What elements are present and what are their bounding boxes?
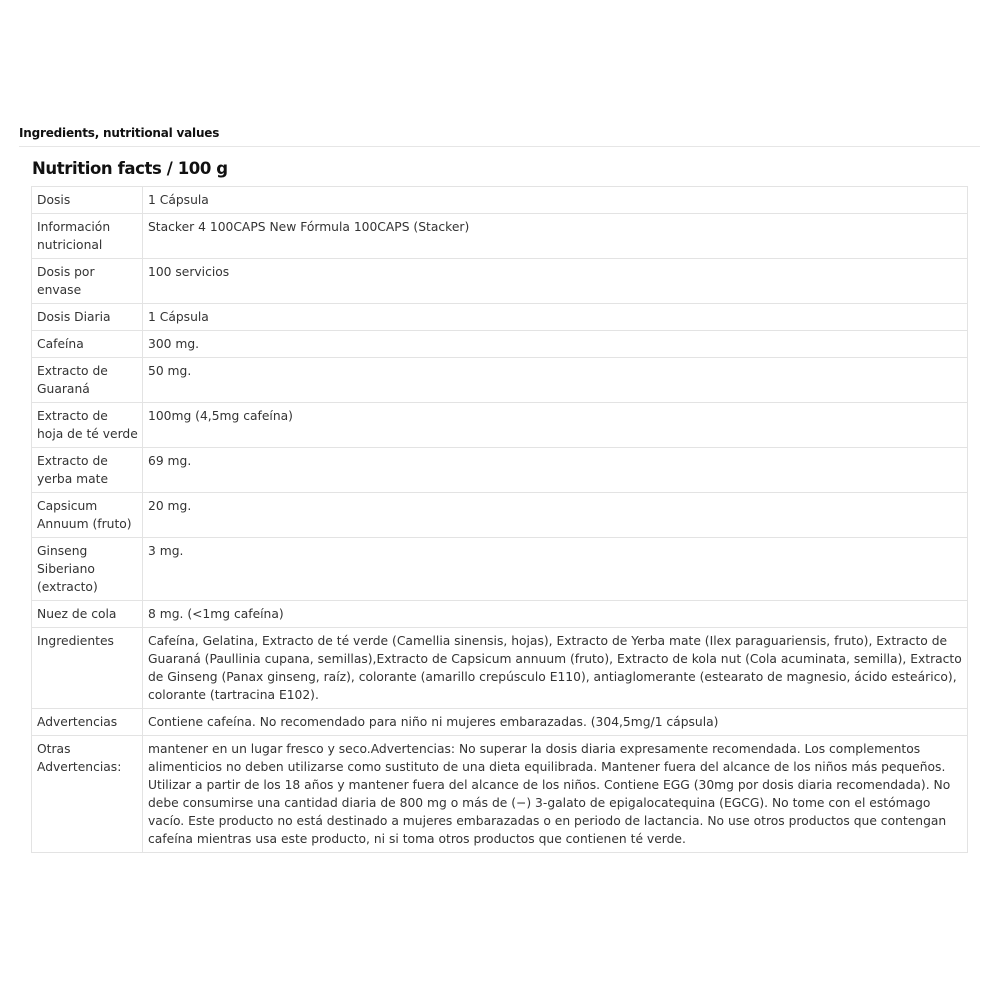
row-label: Cafeína — [32, 331, 143, 358]
table-row — [32, 628, 968, 709]
table-row — [32, 709, 968, 736]
row-label: Capsicum Annuum (fruto) — [32, 493, 143, 538]
row-value: 1 Cápsula — [143, 187, 968, 214]
row-label: Extracto de Guaraná — [32, 358, 143, 403]
row-label: Extracto de yerba mate — [32, 448, 143, 493]
table-row — [32, 403, 968, 448]
table-row — [32, 448, 968, 493]
nutrition-facts-table — [31, 186, 968, 853]
table-row — [32, 358, 968, 403]
row-value: 100mg (4,5mg cafeína) — [143, 403, 968, 448]
table-row — [32, 259, 968, 304]
row-label: Ingredientes — [32, 628, 143, 709]
row-label: Dosis por envase — [32, 259, 143, 304]
row-label: Extracto de hoja de té verde — [32, 403, 143, 448]
table-row — [32, 331, 968, 358]
row-label: Dosis Diaria — [32, 304, 143, 331]
row-value: 100 servicios — [143, 259, 968, 304]
row-value: Stacker 4 100CAPS New Fórmula 100CAPS (Stacker) — [143, 214, 968, 259]
row-value: Cafeína, Gelatina, Extracto de té verde (Camellia sinensis, hojas), Extracto de Yerba mate (Ilex paraguariensis, fruto), Extracto de Guaraná (Paullinia cupana, semillas),Extracto de Capsicum annuum (fruto), Extracto de kola nut (Cola acuminata, semilla), Extracto de Ginseng (Panax ginseng, raíz), colorante (amarillo crepúsculo E110), antiaglomerante (estearato de magnesio, ácido esteárico), colorante (tartracina E102). — [143, 628, 968, 709]
row-label: Otras Advertencias: — [32, 736, 143, 853]
row-value: 300 mg. — [143, 331, 968, 358]
table-row — [32, 187, 968, 214]
table-row — [32, 736, 968, 853]
row-label: Dosis — [32, 187, 143, 214]
row-value: 8 mg. (<1mg cafeína) — [143, 601, 968, 628]
nutrition-facts-title: Nutrition facts / 100 g — [32, 159, 228, 178]
section-header: Ingredients, nutritional values — [19, 126, 980, 147]
row-value: 20 mg. — [143, 493, 968, 538]
row-value: Contiene cafeína. No recomendado para niño ni mujeres embarazadas. (304,5mg/1 cápsula) — [143, 709, 968, 736]
row-value: 69 mg. — [143, 448, 968, 493]
table-row — [32, 493, 968, 538]
row-label: Información nutricional — [32, 214, 143, 259]
row-label: Nuez de cola — [32, 601, 143, 628]
row-value: 1 Cápsula — [143, 304, 968, 331]
row-value: 50 mg. — [143, 358, 968, 403]
table-row — [32, 601, 968, 628]
row-label: Ginseng Siberiano (extracto) — [32, 538, 143, 601]
row-value: 3 mg. — [143, 538, 968, 601]
table-row — [32, 538, 968, 601]
row-value: mantener en un lugar fresco y seco.Advertencias: No superar la dosis diaria expresamente recomendada. Los complementos alimenticios no deben utilizarse como sustituto de una dieta equilibrada. Mantener fuera del alcance de los niños más pequeños. Utilizar a partir de los 18 años y mantener fuera del alcance de los niños. Contiene EGG (30mg por dosis diaria recomendada). No debe consumirse una cantidad diaria de 800 mg o más de (−) 3-galato de epigalocatequina (EGCG). No tome con el estómago vacío. Este producto no está destinado a mujeres embarazadas o en periodo de lactancia. No use otros productos que contengan cafeína mientras usa este producto, ni si toma otros productos que contienen té verde. — [143, 736, 968, 853]
row-label: Advertencias — [32, 709, 143, 736]
table-row — [32, 214, 968, 259]
table-row — [32, 304, 968, 331]
